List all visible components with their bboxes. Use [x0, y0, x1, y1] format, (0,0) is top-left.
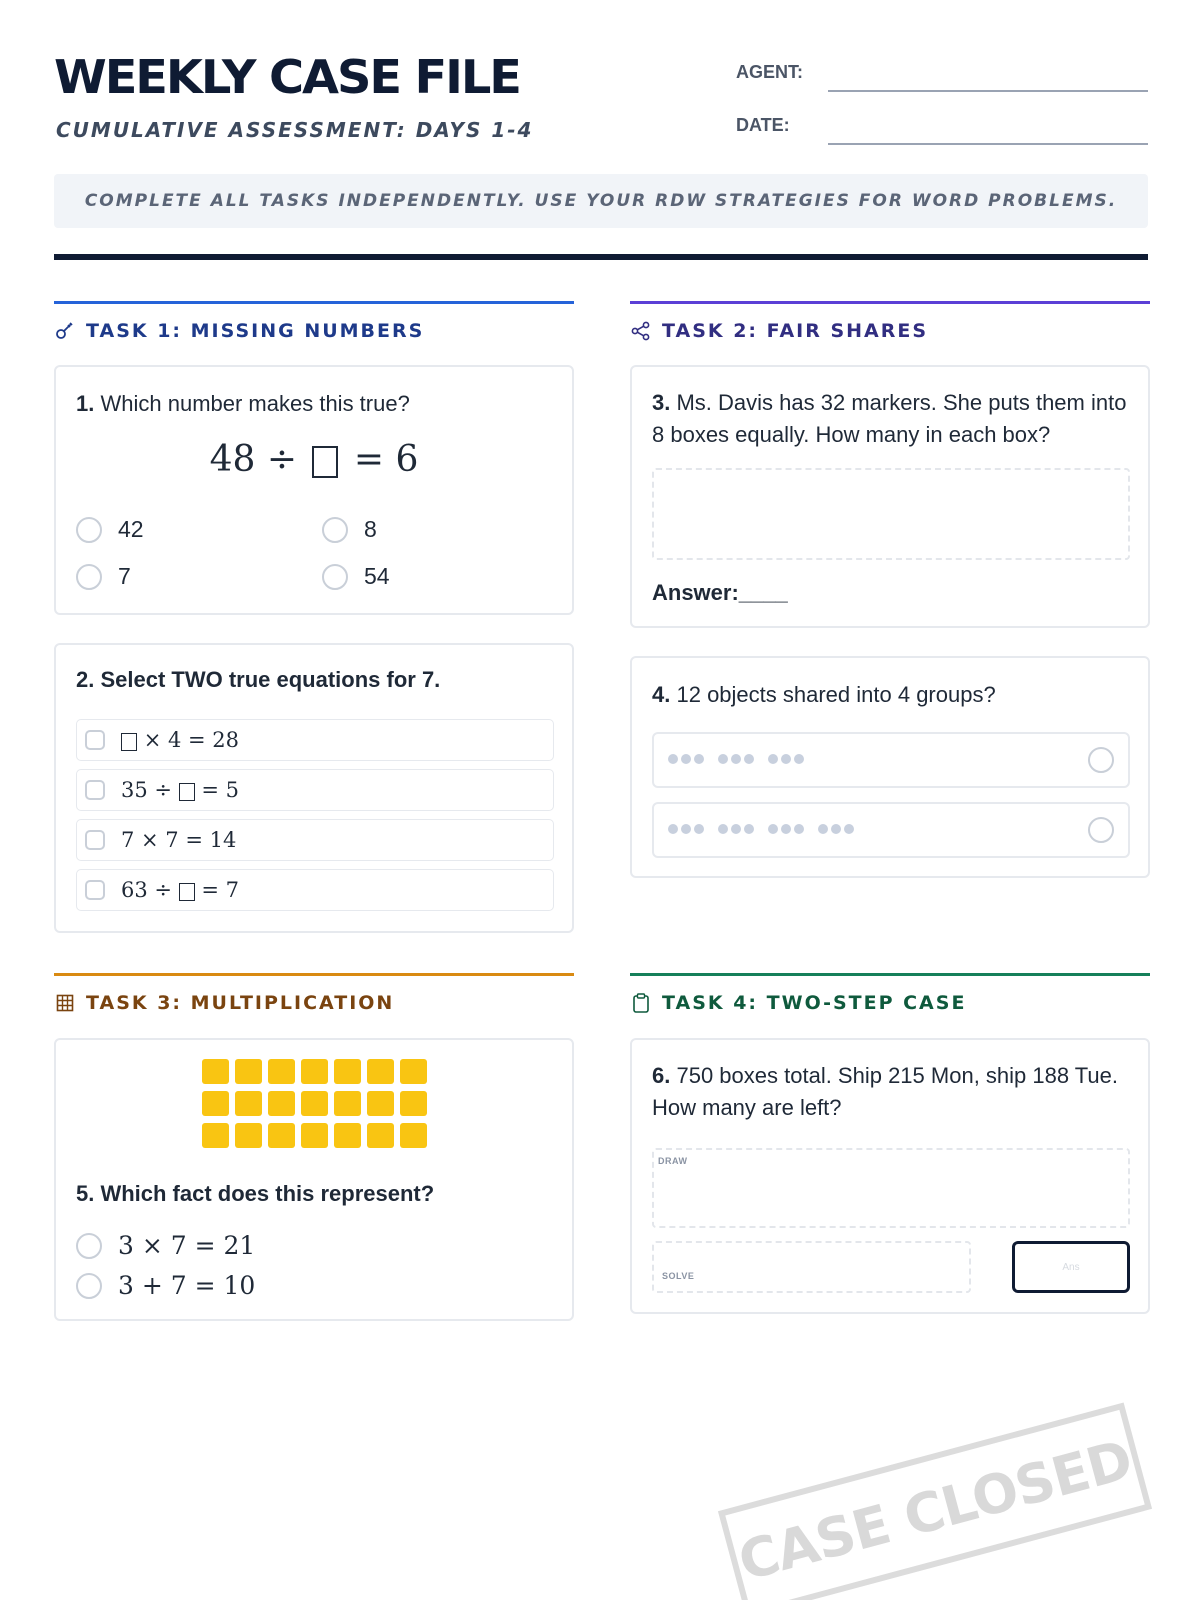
- array-tile: [334, 1059, 361, 1084]
- task1-header: [54, 320, 424, 342]
- object-dot: [831, 824, 841, 834]
- object-dot: [694, 754, 704, 764]
- task1-title: TASK 1: MISSING NUMBERS: [86, 320, 425, 342]
- object-dot: [668, 754, 678, 764]
- question-3-prompt: Ms. Davis has 32 markers. She puts them into 8 boxes equally. How many in each box?: [652, 390, 1127, 447]
- object-dot: [768, 754, 778, 764]
- checkbox[interactable]: [85, 730, 105, 750]
- solve-label: SOLVE: [662, 1271, 695, 1281]
- task4-title: TASK 4: TWO-STEP CASE: [662, 992, 967, 1014]
- q5-option-b[interactable]: [76, 1271, 255, 1300]
- object-dot: [668, 824, 678, 834]
- option-label: 3 + 7 = 10: [118, 1271, 256, 1300]
- object-groups: [668, 824, 854, 834]
- object-dot: [694, 824, 704, 834]
- object-group: [668, 824, 704, 834]
- question-2-text: 2. Select TWO true equations for 7.: [76, 667, 441, 692]
- draw-box[interactable]: [652, 1148, 1130, 1228]
- clipboard-icon: [630, 992, 652, 1014]
- q1-option-c[interactable]: [76, 563, 131, 590]
- question-5-card: [54, 1038, 574, 1321]
- agent-field[interactable]: [828, 90, 1148, 92]
- grid-icon: [54, 992, 76, 1014]
- question-6-text: [652, 1060, 1122, 1124]
- array-tile: [235, 1059, 262, 1084]
- question-4-prompt: 12 objects shared into 4 groups?: [676, 682, 996, 707]
- q2-option-4[interactable]: [76, 869, 554, 911]
- draw-label: DRAW: [658, 1156, 688, 1166]
- question-1-prompt: Which number makes this true?: [100, 391, 410, 416]
- radio-button[interactable]: [76, 1273, 102, 1299]
- equation: [121, 878, 239, 902]
- q2-option-1[interactable]: [76, 719, 554, 761]
- equation-text: 35 ÷: [121, 778, 172, 802]
- page-title: WEEKLY CASE FILE: [54, 50, 520, 104]
- question-3-text: [652, 387, 1132, 451]
- answer-label: Answer:: [652, 580, 739, 605]
- object-group: [718, 754, 754, 764]
- missing-number-box: [179, 883, 195, 901]
- answer-line[interactable]: [652, 576, 788, 609]
- object-dot: [718, 824, 728, 834]
- array-tile: [268, 1091, 295, 1116]
- q5-option-a[interactable]: [76, 1231, 255, 1260]
- object-dot: [781, 754, 791, 764]
- object-group: [768, 824, 804, 834]
- array-tile: [367, 1123, 394, 1148]
- object-dot: [731, 754, 741, 764]
- equation: 7 × 7 = 14: [121, 828, 237, 852]
- case-closed-stamp: CASE CLOSED: [718, 1403, 1152, 1600]
- date-label: DATE:: [736, 115, 790, 135]
- object-group: [718, 824, 754, 834]
- array-tile: [268, 1059, 295, 1084]
- radio-button[interactable]: [76, 1233, 102, 1259]
- equation-left: 48 ÷: [209, 439, 297, 480]
- array-tile: [301, 1091, 328, 1116]
- task2-rule: [630, 301, 1150, 304]
- question-4-card: [630, 656, 1150, 878]
- page-subtitle: CUMULATIVE ASSESSMENT: DAYS 1-4: [56, 118, 534, 142]
- q2-option-2[interactable]: [76, 769, 554, 811]
- checkbox[interactable]: [85, 780, 105, 800]
- q1-option-a[interactable]: [76, 516, 144, 543]
- question-5-text: 5. Which fact does this represent?: [76, 1181, 435, 1206]
- array-tile: [367, 1091, 394, 1116]
- equation: [121, 728, 239, 752]
- question-1-equation: [56, 439, 572, 480]
- equation-text: = 7: [201, 878, 240, 902]
- work-space[interactable]: [652, 468, 1130, 560]
- question-1-card: [54, 365, 574, 615]
- checkbox[interactable]: [85, 830, 105, 850]
- option-label: 3 × 7 = 21: [118, 1231, 256, 1260]
- answer-box[interactable]: [1012, 1241, 1130, 1293]
- task4-header: [630, 992, 966, 1014]
- task1-rule: [54, 301, 574, 304]
- equation: [121, 778, 239, 802]
- task3-rule: [54, 973, 574, 976]
- array-tile: [301, 1059, 328, 1084]
- question-6-prompt: 750 boxes total. Ship 215 Mon, ship 188 Tue. How many are left?: [652, 1063, 1119, 1120]
- array-tile: [400, 1059, 427, 1084]
- date-field[interactable]: [828, 143, 1148, 145]
- header-divider: [54, 254, 1148, 260]
- array-tile: [400, 1091, 427, 1116]
- question-2-card: [54, 643, 574, 933]
- object-dot: [681, 754, 691, 764]
- object-dot: [744, 754, 754, 764]
- array-tile: [202, 1123, 229, 1148]
- equation-text: × 4 = 28: [143, 728, 239, 752]
- missing-number-box: [179, 783, 195, 801]
- q2-option-3[interactable]: [76, 819, 554, 861]
- radio-button[interactable]: [76, 564, 102, 590]
- key-icon: [54, 320, 76, 342]
- missing-number-box: [312, 446, 338, 478]
- agent-label: AGENT:: [736, 62, 803, 82]
- question-6-number: 6.: [652, 1063, 671, 1088]
- equation-right: = 6: [353, 439, 419, 480]
- question-3-number: 3.: [652, 390, 671, 415]
- option-label: 7: [118, 563, 131, 589]
- answer-box-label: Ans: [1062, 1261, 1080, 1273]
- q4-option-2[interactable]: [652, 802, 1130, 858]
- equation-text: = 5: [201, 778, 240, 802]
- array-tile: [268, 1123, 295, 1148]
- radio-button[interactable]: [1088, 817, 1114, 843]
- object-dot: [681, 824, 691, 834]
- object-dot: [781, 824, 791, 834]
- q1-option-d[interactable]: [322, 563, 390, 590]
- radio-button[interactable]: [322, 517, 348, 543]
- object-dot: [731, 824, 741, 834]
- object-dot: [844, 824, 854, 834]
- object-dot: [768, 824, 778, 834]
- array-tile: [235, 1091, 262, 1116]
- question-4-number: 4.: [652, 682, 671, 707]
- option-label: 54: [364, 563, 390, 589]
- q1-option-b[interactable]: [322, 516, 377, 543]
- array-tile: [334, 1091, 361, 1116]
- object-group: [768, 754, 804, 764]
- object-group: [668, 754, 704, 764]
- task4-rule: [630, 973, 1150, 976]
- question-6-card: [630, 1038, 1150, 1314]
- array-tile: [301, 1123, 328, 1148]
- object-dot: [718, 754, 728, 764]
- option-label: 8: [364, 516, 377, 542]
- answer-blank[interactable]: ____: [738, 580, 788, 605]
- instructions-banner: COMPLETE ALL TASKS INDEPENDENTLY. USE YOUR RDW STRATEGIES FOR WORD PROBLEMS.: [54, 174, 1148, 228]
- checkbox[interactable]: [85, 880, 105, 900]
- missing-number-box: [121, 733, 137, 751]
- object-dot: [744, 824, 754, 834]
- task3-title: TASK 3: MULTIPLICATION: [86, 992, 395, 1014]
- question-4-text: [652, 678, 996, 711]
- radio-button[interactable]: [76, 517, 102, 543]
- solve-box[interactable]: [652, 1241, 971, 1293]
- task2-header: [630, 320, 928, 342]
- object-dot: [794, 824, 804, 834]
- object-dot: [794, 754, 804, 764]
- radio-button[interactable]: [1088, 747, 1114, 773]
- task3-header: [54, 992, 394, 1014]
- question-1-number: 1.: [76, 391, 95, 416]
- option-label: 42: [118, 516, 144, 542]
- array-tile: [235, 1123, 262, 1148]
- equation-text: 63 ÷: [121, 878, 172, 902]
- array-tile: [202, 1059, 229, 1084]
- question-1-text: [76, 387, 410, 420]
- object-group: [818, 824, 854, 834]
- share-icon: [630, 320, 652, 342]
- q4-option-1[interactable]: [652, 732, 1130, 788]
- array-tile: [400, 1123, 427, 1148]
- question-3-card: [630, 365, 1150, 628]
- object-groups: [668, 754, 804, 764]
- object-dot: [818, 824, 828, 834]
- radio-button[interactable]: [322, 564, 348, 590]
- multiplication-array: [56, 1040, 572, 1170]
- array-tile: [202, 1091, 229, 1116]
- array-tile: [367, 1059, 394, 1084]
- task2-title: TASK 2: FAIR SHARES: [662, 320, 929, 342]
- array-tile: [334, 1123, 361, 1148]
